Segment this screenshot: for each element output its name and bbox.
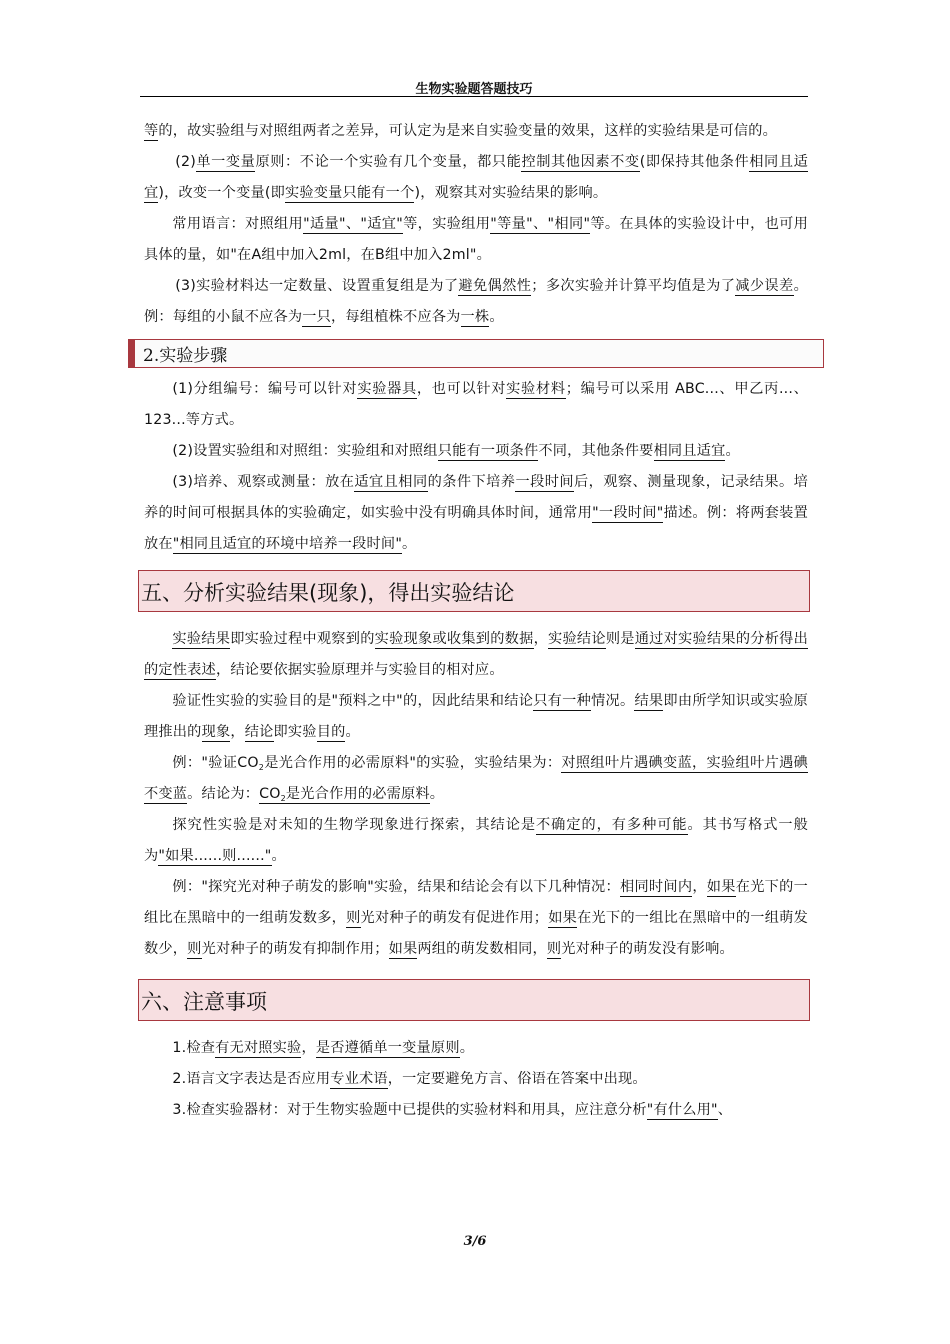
paragraph: (3)实验材料达一定数量、设置重复组是为了避免偶然性；多次实验并计算平均值是为了减少误差。例：每组的小鼠不应各为一只，每组植株不应各为一株。 xyxy=(144,278,808,325)
section-heading-steps xyxy=(128,339,824,368)
paragraph: 例："验证$CO_2$是光合作用的必需原料"的实验，实验结果为：对照组叶片遇碘变蓝，实验组叶片遇碘不变蓝。结论为：$CO_2$是光合作用的必需原料。 xyxy=(144,755,809,803)
paragraph: (3)培养、观察或测量：放在适宜且相同的条件下培养一段时间后，观察、测量现象，记录结果。培养的时间可根据具体的实验确定，如实验中没有明确具体时间，通常用"一段时间"描述。例：将两套装置放在"相同且适宜的环境中培养一段时间"。 xyxy=(144,474,808,552)
paragraph: 验证性实验的实验目的是"预料之中"的，因此结果和结论只有一种情况。结果即由所学知识或实验原理推出的现象，结论即实验目的。 xyxy=(144,693,808,740)
paragraph: 实验结果即实验过程中观察到的实验现象或收集到的数据，实验结论则是通过对实验结果的分析得出的定性表述，结论要依据实验原理并与实验目的相对应。 xyxy=(144,631,809,678)
page-header-title: 生物实验题答题技巧 xyxy=(415,82,533,97)
paragraph: (2)单一变量原则：不论一个实验有几个变量，都只能控制其他因素不变(即保持其他条件相同且适宜)，改变一个变量(即实验变量只能有一个)，观察其对实验结果的影响。 xyxy=(144,154,809,201)
section-heading-results xyxy=(138,570,810,612)
paragraph: 3.检查实验器材：对于生物实验题中已提供的实验材料和用具，应注意分析"有什么用"、 xyxy=(172,1102,733,1118)
paragraph: 例："探究光对种子萌发的影响"实验，结果和结论会有以下几种情况：相同时间内，如果在光下的一组比在黑暗中的一组萌发数多，则光对种子的萌发有促进作用；如果在光下的一组比在黑暗中的一组萌发数少，则光对种子的萌发有抑制作用；如果两组的萌发数相同，则光对种子的萌发没有影响。 xyxy=(144,879,808,957)
page-number: 3/6 xyxy=(463,1234,487,1249)
section-heading-notes xyxy=(138,979,810,1021)
paragraph: (1)分组编号：编号可以针对实验器具，也可以针对实验材料；编号可以采用 ABC...、甲乙丙...、123...等方式。 xyxy=(144,381,808,428)
paragraph: (2)设置实验组和对照组：实验组和对照组只能有一项条件不同，其他条件要相同且适宜。 xyxy=(172,443,740,459)
section-heading-text: 六、注意事项 xyxy=(141,990,267,1014)
header-divider xyxy=(140,96,808,97)
paragraph: 1.检查有无对照实验，是否遵循单一变量原则。 xyxy=(172,1040,475,1056)
paragraph: 2.语言文字表达是否应用专业术语，一定要避免方言、俗语在答案中出现。 xyxy=(172,1071,647,1087)
paragraph: 探究性实验是对未知的生物学现象进行探索，其结论是不确定的，有多种可能。其书写格式一般为"如果......则......"。 xyxy=(144,817,808,864)
section-heading-text: 五、分析实验结果(现象)，得出实验结论 xyxy=(141,581,515,605)
paragraph: 等的，故实验组与对照组两者之差异，可认定为是来自实验变量的效果，这样的实验结果是可信的。 xyxy=(144,123,778,139)
document-body xyxy=(141,116,809,1126)
paragraph: 常用语言：对照组用"适量"、"适宜"等，实验组用"等量"、"相同"等。在具体的实验设计中，也可用具体的量，如"在A组中加入2ml，在B组中加入2ml"。 xyxy=(144,216,809,263)
section-heading-text: 2.实验步骤 xyxy=(143,346,228,366)
